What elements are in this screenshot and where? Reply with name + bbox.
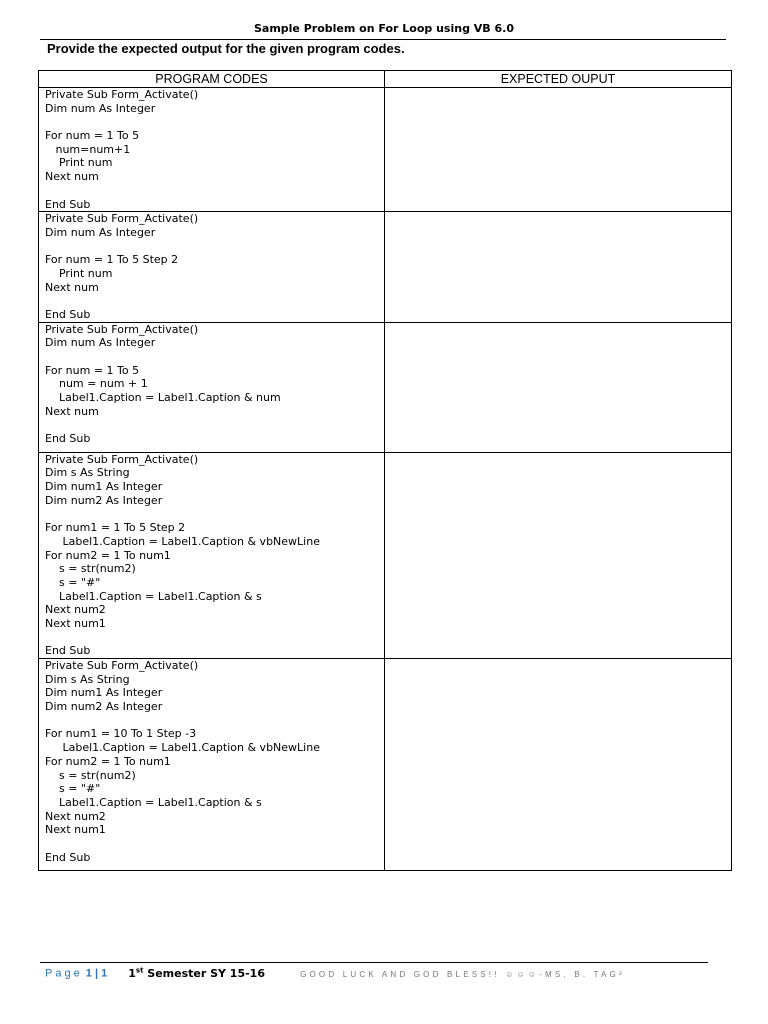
code-line: Dim num2 As Integer bbox=[45, 700, 163, 714]
instruction-text: Provide the expected output for the given program codes. bbox=[47, 41, 405, 56]
code-line: Dim s As String bbox=[45, 672, 130, 686]
code-line: Private Sub Form_Activate() bbox=[45, 88, 199, 101]
code-line: s = "#" bbox=[45, 782, 101, 796]
code-line: Next num2 bbox=[45, 809, 106, 823]
expected-output-cell[interactable] bbox=[385, 452, 732, 658]
document-title: Sample Problem on For Loop using VB 6.0 bbox=[253, 22, 514, 35]
code-line: Print num bbox=[45, 266, 113, 280]
code-line bbox=[45, 184, 384, 198]
code-line bbox=[45, 714, 384, 728]
code-line bbox=[45, 240, 384, 254]
table-row bbox=[39, 88, 732, 212]
table-row bbox=[39, 212, 732, 323]
code-line: Private Sub Form_Activate() bbox=[45, 212, 199, 226]
code-line: Next num bbox=[45, 170, 99, 184]
table-row bbox=[39, 659, 732, 871]
code-line: s = "#" bbox=[45, 575, 101, 589]
code-line: Next num2 bbox=[45, 603, 106, 617]
good-luck-message: GOOD LUCK AND GOD BLESS!! ☺☺☺-MS. B. TAG² bbox=[300, 969, 625, 979]
code-line: Private Sub Form_Activate() bbox=[45, 322, 199, 336]
program-code-cell bbox=[39, 452, 385, 658]
code-line: Dim num As Integer bbox=[45, 101, 156, 115]
code-line: Dim num As Integer bbox=[45, 336, 156, 350]
expected-output-cell[interactable] bbox=[385, 88, 732, 212]
table-row bbox=[39, 322, 732, 452]
code-line bbox=[45, 837, 384, 851]
table-row bbox=[39, 452, 732, 658]
page-footer bbox=[45, 966, 625, 980]
page-label: Page bbox=[45, 967, 83, 980]
code-line bbox=[45, 115, 384, 129]
footer-divider bbox=[40, 962, 708, 963]
expected-output-cell[interactable] bbox=[385, 322, 732, 452]
code-line: Dim num1 As Integer bbox=[45, 686, 163, 700]
code-line: Next num1 bbox=[45, 616, 106, 630]
code-line: For num2 = 1 To num1 bbox=[45, 548, 171, 562]
program-code-cell bbox=[39, 212, 385, 323]
header-divider bbox=[40, 39, 726, 40]
expected-output-cell[interactable] bbox=[385, 659, 732, 871]
code-line: End Sub bbox=[45, 850, 91, 864]
code-line: num=num+1 bbox=[45, 142, 131, 156]
code-line: Print num bbox=[45, 156, 113, 170]
code-line: For num = 1 To 5 bbox=[45, 363, 140, 377]
code-line bbox=[45, 507, 384, 521]
code-line: End Sub bbox=[45, 432, 91, 446]
code-line: Dim num2 As Integer bbox=[45, 493, 163, 507]
code-line bbox=[45, 294, 384, 308]
code-line: For num1 = 10 To 1 Step -3 bbox=[45, 727, 197, 741]
code-line bbox=[45, 631, 384, 645]
code-line: Dim num1 As Integer bbox=[45, 480, 163, 494]
code-line: num = num + 1 bbox=[45, 377, 148, 391]
expected-output-cell[interactable] bbox=[385, 212, 732, 323]
code-line: Label1.Caption = Label1.Caption & vbNewLine bbox=[45, 741, 320, 755]
code-line: For num2 = 1 To num1 bbox=[45, 754, 171, 768]
code-line: Dim num As Integer bbox=[45, 225, 156, 239]
code-line: For num1 = 1 To 5 Step 2 bbox=[45, 521, 186, 535]
code-line: s = str(num2) bbox=[45, 562, 136, 576]
code-line: End Sub bbox=[45, 308, 91, 321]
expected-output-header: EXPECTED OUPUT bbox=[385, 71, 732, 88]
code-line: For num = 1 To 5 bbox=[45, 129, 140, 143]
code-line bbox=[45, 350, 384, 364]
page-number: 1 | 1 bbox=[85, 967, 108, 980]
program-codes-header: PROGRAM CODES bbox=[39, 71, 385, 88]
table-header-row bbox=[39, 71, 732, 88]
code-line: End Sub bbox=[45, 197, 91, 211]
code-line: s = str(num2) bbox=[45, 768, 136, 782]
code-line: Label1.Caption = Label1.Caption & s bbox=[45, 589, 262, 603]
program-code-cell bbox=[39, 322, 385, 452]
code-line: Private Sub Form_Activate() bbox=[45, 452, 199, 466]
program-code-cell bbox=[39, 88, 385, 212]
code-line: Private Sub Form_Activate() bbox=[45, 659, 199, 672]
program-codes-table bbox=[38, 70, 732, 871]
code-line: Label1.Caption = Label1.Caption & num bbox=[45, 391, 281, 405]
code-line bbox=[45, 419, 384, 433]
code-line: End Sub bbox=[45, 644, 91, 658]
program-code-cell bbox=[39, 659, 385, 871]
code-line: Label1.Caption = Label1.Caption & vbNewLine bbox=[45, 534, 320, 548]
code-line: Next num1 bbox=[45, 823, 106, 837]
code-line: Label1.Caption = Label1.Caption & s bbox=[45, 795, 262, 809]
semester-label: 1st Semester SY 15-16 bbox=[128, 966, 265, 980]
code-line: For num = 1 To 5 Step 2 bbox=[45, 253, 179, 267]
code-line: Next num bbox=[45, 404, 99, 418]
code-line: Dim s As String bbox=[45, 466, 130, 480]
code-line: Next num bbox=[45, 280, 99, 294]
